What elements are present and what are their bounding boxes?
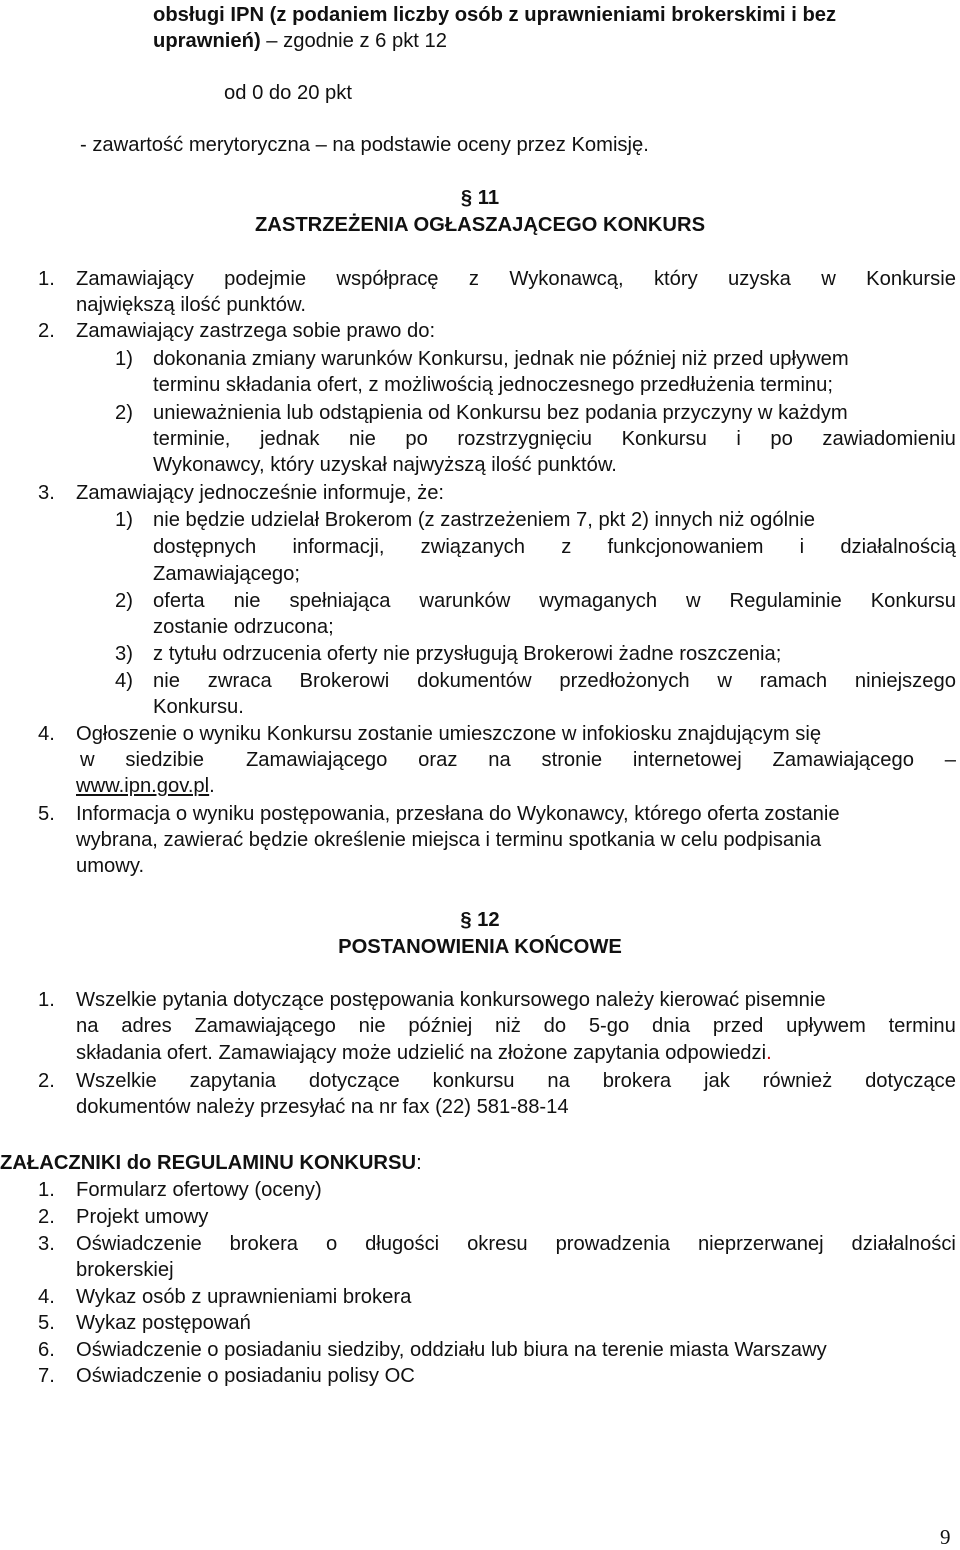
attachment-number: 3. [38, 1233, 55, 1255]
word-group: okresu [467, 1233, 528, 1255]
word-group: brokera [602, 1070, 672, 1092]
word-group: dotyczące [308, 1070, 400, 1092]
word-group: dnia [651, 1015, 691, 1037]
attachment-number: 1. [38, 1179, 55, 1201]
paragraph-line: unieważnienia lub odstąpienia od Konkursu bez podania przyczyny w każdym [153, 402, 848, 424]
paragraph-line [76, 1068, 956, 1094]
attachment-item [76, 1231, 956, 1257]
paragraph-line: wybrana, zawierać będzie określenie miejsca i terminu spotkania w celu podpisania [76, 829, 822, 851]
attachment-item: Formularz ofertowy (oceny) [76, 1179, 322, 1201]
word-group: spełniająca [289, 590, 391, 612]
word-group: funkcjonowaniem [607, 536, 764, 558]
word-group: Zamawiającego [194, 1015, 336, 1037]
word-group: jak [704, 1070, 730, 1092]
word-group: rozstrzygnięciu [457, 428, 593, 450]
word-group: przed [712, 1015, 764, 1037]
paragraph-line: Konkursu. [153, 696, 244, 718]
word-group: współpracę [336, 268, 439, 290]
attachment-number: 7. [38, 1365, 55, 1387]
attachment-number: 5. [38, 1312, 55, 1334]
word-group: zapytania [189, 1070, 277, 1092]
word-group: z [561, 536, 572, 558]
section-11-title: ZASTRZEŻENIA OGŁASZAJĄCEGO KONKURS [254, 214, 706, 236]
list-number: 1) [115, 509, 133, 531]
content-criterion: - zawartość merytoryczna – na podstawie oceny przez Komisję. [80, 134, 649, 156]
paragraph-line: umowy. [76, 855, 145, 877]
word-group: oferta [153, 590, 205, 612]
word-group: uzyska [728, 268, 791, 290]
paragraph-line [76, 773, 215, 799]
paragraph-line: Ogłoszenie o wyniku Konkursu zostanie umieszczone w infokiosku znajdującym się [76, 723, 822, 745]
attachment-item: Wykaz osób z uprawnieniami brokera [76, 1286, 412, 1308]
attachment-item: Oświadczenie o posiadaniu siedziby, oddziału lub biura na terenie miasta Warszawy [76, 1339, 827, 1361]
paragraph-line: dokonania zmiany warunków Konkursu, jednak nie później niż przed upływem [153, 348, 849, 370]
word-group: zawiadomieniu [822, 428, 956, 450]
attachment-number: 2. [38, 1206, 55, 1228]
list-number: 2) [115, 402, 133, 424]
word-group: prowadzenia [555, 1233, 671, 1255]
word-group: terminie, [153, 428, 231, 450]
word-group: po [770, 428, 793, 450]
list-number: 3) [115, 643, 133, 665]
word-group: o [325, 1233, 338, 1255]
section-12-title: POSTANOWIENIA KOŃCOWE [338, 936, 622, 958]
word-group: upływem [786, 1015, 866, 1037]
word-group: adres [121, 1015, 172, 1037]
attachment-item: Oświadczenie o posiadaniu polisy OC [76, 1365, 415, 1387]
list-number: 4) [115, 670, 133, 692]
list-number: 2. [38, 320, 55, 342]
word-group: – [944, 749, 956, 771]
word-group: nie [233, 590, 261, 612]
criterion-text-line [153, 28, 447, 54]
word-group: później [408, 1015, 473, 1037]
word-group: Konkursie [866, 268, 956, 290]
word-group: który [653, 268, 698, 290]
list-number: 1. [38, 989, 55, 1011]
word-group: Zamawiającego [234, 749, 388, 771]
word-group: niniejszego [854, 670, 956, 692]
paragraph-line: Zamawiający zastrzega sobie prawo do: [76, 320, 436, 342]
paragraph-line [153, 534, 956, 560]
list-number: 2. [38, 1070, 55, 1092]
points-range: od 0 do 20 pkt [224, 82, 352, 104]
word-group: również [762, 1070, 833, 1092]
heading-colon: : [416, 1152, 422, 1174]
paragraph-line: Wykonawcy, który uzyskał najwyższą ilość punktów. [153, 454, 617, 476]
word-group: terminu [888, 1015, 956, 1037]
word-group: długości [365, 1233, 440, 1255]
word-group: Konkursu [621, 428, 707, 450]
word-group: stronie [541, 749, 603, 771]
word-group: nie [348, 428, 376, 450]
word-group: w [821, 268, 836, 290]
word-group: brokera [229, 1233, 299, 1255]
attachment-item: Wykaz postępowań [76, 1312, 251, 1334]
word-group: ramach [759, 670, 828, 692]
page-number: 9 [940, 1525, 951, 1549]
word-group: przedłożonych [559, 670, 690, 692]
word-group: z [468, 268, 479, 290]
word-group: Zamawiającego [772, 749, 914, 771]
word-group: związanych [420, 536, 525, 558]
attachment-item-continued: brokerskiej [76, 1259, 174, 1281]
list-number: 2) [115, 590, 133, 612]
paragraph-line: dokumentów należy przesyłać na nr fax (22) 581-88-14 [76, 1096, 569, 1118]
word-group: warunków [419, 590, 511, 612]
word-group: na [488, 749, 511, 771]
word-group: w [717, 670, 732, 692]
attachments-heading-text: ZAŁACZNIKI do REGULAMINU KONKURSU [0, 1152, 417, 1174]
word-group: dokumentów [417, 670, 532, 692]
word-group: po [405, 428, 428, 450]
list-number: 3. [38, 482, 55, 504]
paragraph-line [153, 588, 956, 614]
list-number: 5. [38, 803, 55, 825]
word-group: w [686, 590, 701, 612]
paragraph-line [153, 668, 956, 694]
word-group: nie [358, 1015, 386, 1037]
paragraph-line [153, 426, 956, 452]
word-group: nie [153, 670, 180, 692]
criterion-reference: – zgodnie z 6 pkt 12 [260, 30, 447, 52]
word-group: Brokerowi [299, 670, 390, 692]
word-group: i [799, 536, 805, 558]
list-number: 1. [38, 268, 55, 290]
word-group: nieprzerwanej [697, 1233, 824, 1255]
paragraph-line [76, 1040, 772, 1066]
word-group: w [80, 749, 95, 771]
paragraph-line: nie będzie udzielał Brokerom (z zastrzeżeniem 7, pkt 2) innych niż ogólnie [153, 509, 816, 531]
word-group: siedzibie [125, 749, 204, 771]
word-group: podejmie [224, 268, 307, 290]
paragraph-line: Wszelkie pytania dotyczące postępowania konkursowego należy kierować pisemnie [76, 989, 826, 1011]
word-group: na [76, 1015, 99, 1037]
word-group: jednak [259, 428, 320, 450]
paragraph-line: z tytułu odrzucenia oferty nie przysługują Brokerowi żadne roszczenia; [153, 643, 782, 665]
word-group: niż [495, 1015, 521, 1037]
paragraph-line: terminu składania ofert, z możliwością jednoczesnego przedłużenia terminu; [153, 374, 833, 396]
word-group: na [547, 1070, 570, 1092]
paragraph-line [80, 747, 956, 773]
attachment-item: Projekt umowy [76, 1206, 209, 1228]
word-group: zwraca [207, 670, 272, 692]
word-group: Oświadczenie [76, 1233, 202, 1255]
word-group: oraz [418, 749, 458, 771]
word-group: Zamawiający [76, 268, 194, 290]
paragraph-line: Zamawiającego; [153, 563, 300, 585]
attachments-heading [0, 1150, 422, 1176]
paragraph-text: składania ofert. Zamawiający może udzielić na złożone zapytania odpowiedzi [76, 1042, 767, 1064]
paragraph-line [76, 1013, 956, 1039]
list-number: 1) [115, 348, 133, 370]
criterion-text-line: obsługi IPN (z podaniem liczby osób z uprawnieniami brokerskimi i bez [153, 4, 837, 26]
attachment-number: 6. [38, 1339, 55, 1361]
word-group: do [543, 1015, 567, 1037]
list-number: 4. [38, 723, 55, 745]
paragraph-line: Informacja o wyniku postępowania, przesłana do Wykonawcy, którego oferta zostanie [76, 803, 840, 825]
red-period: . [766, 1042, 772, 1064]
word-group: internetowej [632, 749, 742, 771]
ipn-website-link[interactable]: www.ipn.gov.pl [76, 775, 210, 797]
paragraph-line: Zamawiający jednocześnie informuje, że: [76, 482, 445, 504]
word-group: dotyczące [865, 1070, 956, 1092]
word-group: i [736, 428, 741, 450]
paragraph-line: zostanie odrzucona; [153, 616, 334, 638]
paragraph-line [76, 266, 956, 292]
word-group: 5-go [588, 1015, 630, 1037]
attachment-number: 4. [38, 1286, 55, 1308]
word-group: działalności [851, 1233, 956, 1255]
word-group: Konkursu [870, 590, 956, 612]
word-group: konkursu [432, 1070, 515, 1092]
word-group: Regulaminie [729, 590, 842, 612]
criterion-bold-word: uprawnień) [153, 30, 261, 52]
section-12-number: § 12 [460, 909, 500, 931]
word-group: dostępnych [153, 536, 257, 558]
word-group: Wszelkie [76, 1070, 157, 1092]
sentence-period: . [209, 775, 215, 797]
word-group: działalnością [840, 536, 956, 558]
section-11-number: § 11 [460, 187, 500, 209]
word-group: Wykonawcą, [509, 268, 624, 290]
paragraph-line: największą ilość punktów. [76, 294, 307, 316]
word-group: informacji, [292, 536, 385, 558]
word-group: wymaganych [539, 590, 658, 612]
